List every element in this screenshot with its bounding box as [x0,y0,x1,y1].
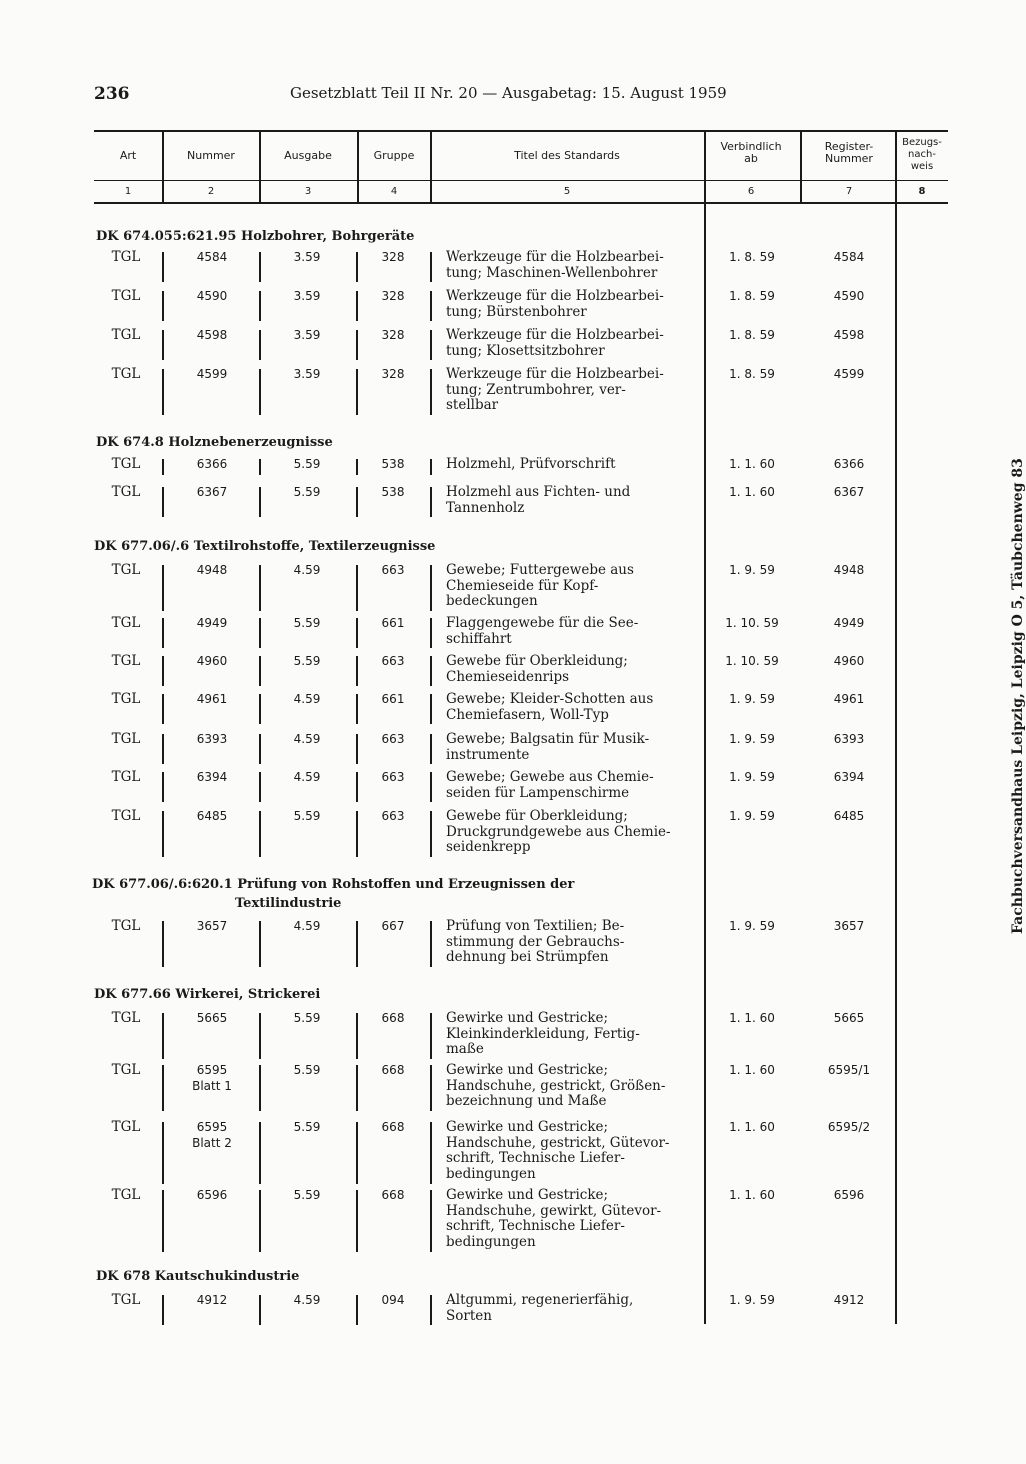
bar-divider [259,921,261,967]
cell-gruppe: 328 [381,328,405,342]
cell-register: 6595/1 [827,1063,871,1077]
cell-register: 4949 [833,616,865,630]
bar-divider [356,565,358,611]
cell-ausgabe: 4.59 [293,919,321,933]
header-divider [800,132,802,202]
cell-titel: Werkzeuge für die Holzbearbei- tung; Zentrumbohrer, ver- stellbar [446,366,664,413]
col-number: 1 [124,186,132,197]
col-header-gruppe: Gruppe [373,149,415,162]
cell-art: TGL [111,327,141,343]
cell-art: TGL [111,249,141,265]
col-number: 2 [207,186,215,197]
cell-ausgabe: 3.59 [293,328,321,342]
col-number: 4 [390,186,398,197]
bar-divider [259,291,261,321]
cell-ausgabe: 4.59 [293,732,321,746]
bar-divider [430,734,432,764]
bar-divider [356,1295,358,1325]
cell-verbindlich: 1. 9. 59 [729,919,775,933]
cell-ausgabe: 5.59 [293,1063,321,1077]
cell-nummer: 4599 [196,367,228,381]
cell-gruppe: 663 [381,563,405,577]
bar-divider [430,565,432,611]
bar-divider [259,772,261,802]
cell-nummer: 4949 [196,616,228,630]
bar-divider [162,1013,164,1059]
cell-ausgabe: 5.59 [293,485,321,499]
cell-gruppe: 094 [381,1293,405,1307]
bar-divider [259,1013,261,1059]
cell-ausgabe: 5.59 [293,616,321,630]
bar-divider [162,694,164,724]
section-heading: DK 678 Kautschukindustrie [96,1269,300,1284]
bar-divider [162,1122,164,1184]
cell-gruppe: 328 [381,367,405,381]
section-heading: DK 677.66 Wirkerei, Strickerei [94,987,321,1002]
bar-divider [162,1295,164,1325]
number-rule [94,202,948,204]
cell-ausgabe: 5.59 [293,1120,321,1134]
cell-gruppe: 663 [381,654,405,668]
bar-divider [259,1190,261,1252]
cell-titel: Werkzeuge für die Holzbearbei- tung; Maschinen-Wellenbohrer [446,249,664,281]
bar-divider [356,369,358,415]
cell-verbindlich: 1. 1. 60 [729,1011,775,1025]
cell-verbindlich: 1. 9. 59 [729,563,775,577]
cell-gruppe: 667 [381,919,405,933]
bar-divider [259,565,261,611]
bar-divider [356,811,358,857]
cell-gruppe: 668 [381,1063,405,1077]
bar-divider [162,369,164,415]
cell-gruppe: 661 [381,692,405,706]
bar-divider [259,811,261,857]
cell-nummer: 4960 [196,654,228,668]
cell-gruppe: 661 [381,616,405,630]
bar-divider [430,291,432,321]
cell-nummer: 6595 Blatt 1 [192,1063,232,1093]
cell-nummer: 6394 [196,770,228,784]
cell-titel: Gewirke und Gestricke; Handschuhe, gestrickt, Gütevor- schrift, Technische Liefer- bedingungen [446,1119,670,1182]
header-divider [162,132,164,202]
cell-ausgabe: 5.59 [293,1011,321,1025]
cell-ausgabe: 4.59 [293,563,321,577]
cell-register: 6596 [833,1188,865,1202]
col-number: 8 [918,186,926,197]
bar-divider [259,1122,261,1184]
col-header-nummer: Nummer [187,149,235,162]
cell-titel: Holzmehl, Prüfvorschrift [446,456,616,472]
cell-titel: Altgummi, regenerierfähig, Sorten [446,1292,634,1324]
cell-nummer: 6595 Blatt 2 [192,1120,232,1150]
bar-divider [430,1065,432,1111]
cell-verbindlich: 1. 8. 59 [729,250,775,264]
cell-register: 6595/2 [827,1120,871,1134]
bar-divider [162,1190,164,1252]
cell-gruppe: 668 [381,1188,405,1202]
header-divider [895,132,897,202]
cell-art: TGL [111,808,141,824]
section-heading: DK 674.055:621.95 Holzbohrer, Bohrgeräte [96,229,415,244]
cell-nummer: 4584 [196,250,228,264]
header-rule [94,180,948,181]
bar-divider [430,1122,432,1184]
cell-register: 6485 [833,809,865,823]
running-header: Gesetzblatt Teil II Nr. 20 — Ausgabetag: 15. August 1959 [290,84,727,102]
cell-gruppe: 668 [381,1120,405,1134]
cell-titel: Werkzeuge für die Holzbearbei- tung; Klosettsitzbohrer [446,327,664,359]
cell-verbindlich: 1. 9. 59 [729,809,775,823]
cell-art: TGL [111,769,141,785]
col-header-ausgabe: Ausgabe [284,149,332,162]
body-divider-verbindlich [704,204,706,1324]
cell-register: 4598 [833,328,865,342]
cell-gruppe: 668 [381,1011,405,1025]
header-divider [259,132,261,202]
bar-divider [356,1122,358,1184]
side-note-publisher: Fachbuchversandhaus Leipzig, Leipzig O 5, Täubchenweg 83 [1010,458,1026,934]
bar-divider [162,565,164,611]
cell-verbindlich: 1. 1. 60 [729,1188,775,1202]
cell-ausgabe: 5.59 [293,809,321,823]
cell-gruppe: 663 [381,809,405,823]
cell-verbindlich: 1. 1. 60 [729,485,775,499]
cell-nummer: 4912 [196,1293,228,1307]
bar-divider [356,330,358,360]
cell-titel: Gewebe; Gewebe aus Chemie- seiden für Lampenschirme [446,769,654,801]
cell-verbindlich: 1. 10. 59 [725,616,779,630]
col-header-register: Register-Nummer [824,140,874,165]
bar-divider [162,921,164,967]
bar-divider [162,811,164,857]
bar-divider [162,487,164,517]
bar-divider [430,618,432,648]
cell-ausgabe: 5.59 [293,457,321,471]
cell-register: 3657 [833,919,865,933]
col-header-verbindlich: Verbindlich ab [720,140,782,165]
cell-art: TGL [111,1010,141,1026]
cell-nummer: 6393 [196,732,228,746]
section-heading: DK 677.06/.6 Textilrohstoffe, Textilerzeugnisse [94,539,436,554]
cell-titel: Prüfung von Textilien; Be- stimmung der Gebrauchs- dehnung bei Strümpfen [446,918,625,965]
bar-divider [430,252,432,282]
bar-divider [162,459,164,475]
bar-divider [259,1065,261,1111]
col-number: 5 [563,186,571,197]
cell-gruppe: 328 [381,250,405,264]
cell-nummer: 6596 [196,1188,228,1202]
cell-ausgabe: 5.59 [293,654,321,668]
cell-nummer: 6366 [196,457,228,471]
bar-divider [162,291,164,321]
cell-register: 5665 [833,1011,865,1025]
col-number: 3 [304,186,312,197]
cell-gruppe: 328 [381,289,405,303]
bar-divider [430,921,432,967]
cell-gruppe: 538 [381,457,405,471]
bar-divider [356,772,358,802]
col-header-art: Art [119,149,137,162]
cell-titel: Gewebe für Oberkleidung; Druckgrundgewebe aus Chemie- seidenkrepp [446,808,671,855]
bar-divider [430,1295,432,1325]
cell-register: 4948 [833,563,865,577]
col-number: 6 [747,186,755,197]
col-header-bezug: Bezugs-nach-weis [902,137,942,172]
cell-art: TGL [111,731,141,747]
cell-register: 6367 [833,485,865,499]
header-divider [357,132,359,202]
bar-divider [356,1065,358,1111]
cell-art: TGL [111,366,141,382]
cell-art: TGL [111,562,141,578]
bar-divider [259,487,261,517]
cell-nummer: 6367 [196,485,228,499]
cell-register: 4590 [833,289,865,303]
cell-titel: Flaggengewebe für die See- schiffahrt [446,615,639,647]
cell-titel: Gewebe für Oberkleidung; Chemieseidenrips [446,653,628,685]
cell-titel: Werkzeuge für die Holzbearbei- tung; Bürstenbohrer [446,288,664,320]
cell-titel: Gewirke und Gestricke; Handschuhe, gewirkt, Gütevor- schrift, Technische Liefer- bedingungen [446,1187,662,1250]
bar-divider [356,291,358,321]
cell-titel: Holzmehl aus Fichten- und Tannenholz [446,484,631,516]
cell-art: TGL [111,615,141,631]
bar-divider [162,1065,164,1111]
bar-divider [356,734,358,764]
cell-register: 6366 [833,457,865,471]
bar-divider [259,252,261,282]
cell-titel: Gewebe; Kleider-Schotten aus Chemiefasern, Woll-Typ [446,691,654,723]
cell-register: 4961 [833,692,865,706]
bar-divider [356,459,358,475]
cell-nummer: 4961 [196,692,228,706]
cell-titel: Gewebe; Balgsatin für Musik- instrumente [446,731,650,763]
cell-ausgabe: 5.59 [293,1188,321,1202]
cell-ausgabe: 3.59 [293,250,321,264]
cell-art: TGL [111,1119,141,1135]
bar-divider [259,734,261,764]
cell-art: TGL [111,1187,141,1203]
page-number: 236 [94,84,130,104]
cell-nummer: 4598 [196,328,228,342]
bar-divider [356,1190,358,1252]
cell-verbindlich: 1. 8. 59 [729,289,775,303]
bar-divider [162,772,164,802]
cell-titel: Gewebe; Futtergewebe aus Chemieseide für Kopf- bedeckungen [446,562,634,609]
cell-verbindlich: 1. 9. 59 [729,1293,775,1307]
cell-verbindlich: 1. 9. 59 [729,770,775,784]
col-number: 7 [845,186,853,197]
bar-divider [356,252,358,282]
header-divider [704,132,706,202]
bar-divider [430,459,432,475]
bar-divider [259,369,261,415]
cell-verbindlich: 1. 8. 59 [729,328,775,342]
section-heading-continuation: Textilindustrie [235,896,342,911]
bar-divider [162,618,164,648]
cell-ausgabe: 3.59 [293,289,321,303]
section-heading: DK 677.06/.6:620.1 Prüfung von Rohstoffen und Erzeugnissen der [92,877,575,892]
cell-verbindlich: 1. 9. 59 [729,692,775,706]
cell-art: TGL [111,653,141,669]
bar-divider [430,1013,432,1059]
bar-divider [430,369,432,415]
cell-nummer: 4948 [196,563,228,577]
cell-titel: Gewirke und Gestricke; Handschuhe, gestrickt, Größen- bezeichnung und Maße [446,1062,666,1109]
bar-divider [430,330,432,360]
cell-register: 4584 [833,250,865,264]
cell-gruppe: 663 [381,770,405,784]
cell-art: TGL [111,456,141,472]
bar-divider [259,694,261,724]
cell-verbindlich: 1. 1. 60 [729,1063,775,1077]
cell-nummer: 4590 [196,289,228,303]
cell-art: TGL [111,918,141,934]
body-divider-bezug [895,204,897,1324]
cell-titel: Gewirke und Gestricke; Kleinkinderkleidung, Fertig- maße [446,1010,640,1057]
bar-divider [356,694,358,724]
cell-art: TGL [111,1062,141,1078]
top-rule [94,130,948,132]
bar-divider [259,618,261,648]
bar-divider [356,618,358,648]
bar-divider [356,487,358,517]
bar-divider [430,811,432,857]
cell-gruppe: 663 [381,732,405,746]
cell-register: 4912 [833,1293,865,1307]
bar-divider [430,694,432,724]
cell-art: TGL [111,691,141,707]
bar-divider [259,330,261,360]
section-heading: DK 674.8 Holznebenerzeugnisse [96,435,333,450]
bar-divider [259,656,261,686]
cell-verbindlich: 1. 10. 59 [725,654,779,668]
bar-divider [356,656,358,686]
cell-verbindlich: 1. 9. 59 [729,732,775,746]
cell-ausgabe: 3.59 [293,367,321,381]
cell-nummer: 3657 [196,919,228,933]
cell-ausgabe: 4.59 [293,770,321,784]
bar-divider [356,921,358,967]
bar-divider [356,1013,358,1059]
bar-divider [162,252,164,282]
cell-ausgabe: 4.59 [293,1293,321,1307]
bar-divider [430,487,432,517]
cell-nummer: 5665 [196,1011,228,1025]
bar-divider [162,656,164,686]
cell-verbindlich: 1. 8. 59 [729,367,775,381]
cell-register: 4599 [833,367,865,381]
bar-divider [430,1190,432,1252]
bar-divider [430,656,432,686]
cell-nummer: 6485 [196,809,228,823]
bar-divider [162,734,164,764]
cell-art: TGL [111,288,141,304]
cell-verbindlich: 1. 1. 60 [729,457,775,471]
bar-divider [162,330,164,360]
cell-register: 6394 [833,770,865,784]
cell-ausgabe: 4.59 [293,692,321,706]
cell-gruppe: 538 [381,485,405,499]
cell-register: 6393 [833,732,865,746]
bar-divider [430,772,432,802]
cell-art: TGL [111,484,141,500]
cell-art: TGL [111,1292,141,1308]
bar-divider [259,459,261,475]
cell-verbindlich: 1. 1. 60 [729,1120,775,1134]
col-header-titel: Titel des Standards [514,149,620,162]
bar-divider [259,1295,261,1325]
cell-register: 4960 [833,654,865,668]
header-divider [430,132,432,202]
